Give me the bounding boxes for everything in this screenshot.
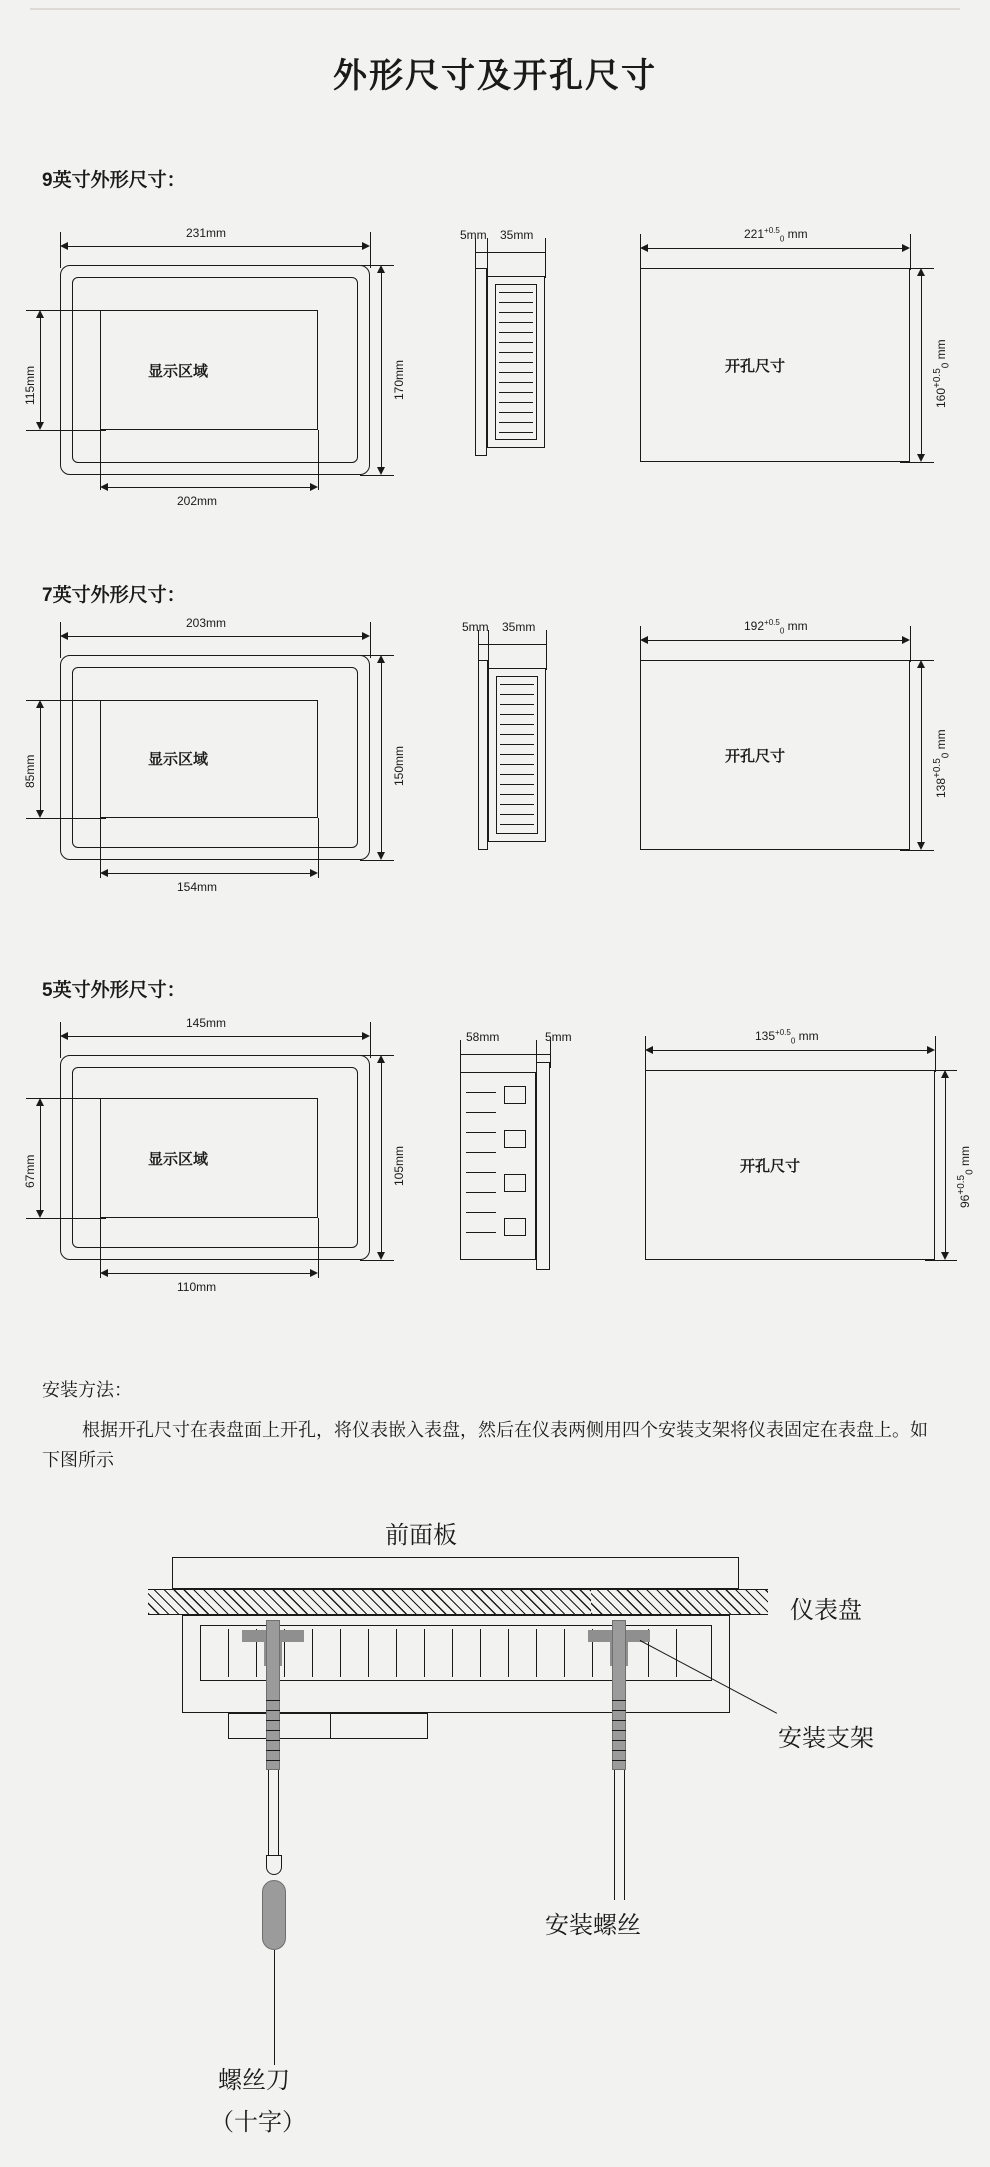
dim-depth-front-5: 58mm bbox=[466, 1030, 500, 1044]
screwdriver-handle bbox=[262, 1880, 286, 1950]
dim-depth-body-9: 35mm bbox=[500, 228, 534, 242]
dim-cutout-height-7: $138^{+0.5}_0$ mm bbox=[932, 729, 952, 798]
dim-cutout-width-5: $135^{+0.5}_0$ mm bbox=[755, 1028, 819, 1046]
instrument-foot-mid bbox=[330, 1713, 428, 1739]
meter-panel-left bbox=[148, 1589, 591, 1615]
dim-width-inner-5: 110mm bbox=[177, 1280, 217, 1294]
dim-cutout-width-7: $192^{+0.5}_0$ mm bbox=[744, 618, 808, 636]
dim-depth-front-7: 5mm bbox=[462, 620, 489, 634]
display-area-label-5: 显示区域 bbox=[148, 1151, 209, 1168]
top-divider bbox=[30, 8, 960, 10]
dim-height-inner-7: 85mm bbox=[23, 754, 37, 788]
dim-height-outer-7: 150mm bbox=[392, 745, 406, 786]
display-area-9 bbox=[100, 310, 318, 430]
dim-width-inner-9: 202mm bbox=[177, 494, 218, 508]
page-title: 外形尺寸及开孔尺寸 bbox=[333, 57, 657, 95]
display-area-5 bbox=[100, 1098, 318, 1218]
section-label-5inch: 5英寸外形尺寸： bbox=[42, 980, 186, 1001]
cutout-label-5: 开孔尺寸 bbox=[740, 1158, 801, 1175]
side-view-face-7 bbox=[478, 660, 488, 850]
dim-height-inner-5: 67mm bbox=[23, 1154, 37, 1188]
dim-height-outer-5: 105mm bbox=[392, 1145, 406, 1186]
dim-height-inner-9: 115mm bbox=[23, 365, 37, 405]
install-heading: 安装方法： bbox=[42, 1380, 132, 1400]
screwdriver-tip bbox=[266, 1855, 282, 1875]
section-label-9inch: 9英寸外形尺寸： bbox=[42, 170, 186, 191]
side-view-face-5 bbox=[536, 1062, 550, 1270]
callout-screwdriver-line2: （十字） bbox=[210, 2109, 306, 2136]
dim-cutout-width-9: $221^{+0.5}_0$ mm bbox=[744, 226, 808, 244]
dim-width-outer-7: 203mm bbox=[186, 616, 227, 630]
dim-width-outer-9: 231mm bbox=[186, 226, 227, 240]
mount-screw-right bbox=[612, 1620, 626, 1770]
display-area-label-9: 显示区域 bbox=[148, 363, 209, 380]
dim-cutout-height-9: $160^{+0.5}_0$ mm bbox=[932, 339, 952, 408]
dim-depth-body-5: 5mm bbox=[545, 1030, 572, 1044]
front-panel-plate bbox=[172, 1557, 739, 1589]
meter-panel-right bbox=[591, 1589, 768, 1615]
cutout-label-9: 开孔尺寸 bbox=[725, 358, 786, 375]
dim-depth-body-7: 35mm bbox=[502, 620, 536, 634]
section-label-7inch: 7英寸外形尺寸： bbox=[42, 585, 186, 606]
display-area-label-7: 显示区域 bbox=[148, 751, 209, 768]
side-view-inner-7 bbox=[496, 676, 538, 834]
display-area-7 bbox=[100, 700, 318, 818]
dim-depth-front-9: 5mm bbox=[460, 228, 487, 242]
callout-front-panel: 前面板 bbox=[385, 1522, 457, 1549]
dim-width-outer-5: 145mm bbox=[186, 1016, 227, 1030]
callout-meter-panel: 仪表盘 bbox=[790, 1597, 862, 1624]
install-paragraph: 根据开孔尺寸在表盘面上开孔，将仪表嵌入表盘，然后在仪表两侧用四个安装支架将仪表固定在表盘上。如下图所示 bbox=[42, 1420, 928, 1470]
dim-width-inner-7: 154mm bbox=[177, 880, 218, 894]
dim-cutout-height-5: $96^{+0.5}_0$ mm bbox=[956, 1145, 976, 1208]
callout-mount-screw: 安装螺丝 bbox=[545, 1912, 641, 1939]
dim-height-outer-9: 170mm bbox=[392, 359, 406, 400]
mount-screw-left bbox=[266, 1620, 280, 1770]
callout-screwdriver-line1: 螺丝刀 bbox=[218, 2067, 290, 2094]
callout-mount-bracket: 安装支架 bbox=[778, 1725, 874, 1752]
side-view-face-9 bbox=[475, 268, 487, 456]
cutout-label-7: 开孔尺寸 bbox=[725, 748, 786, 765]
